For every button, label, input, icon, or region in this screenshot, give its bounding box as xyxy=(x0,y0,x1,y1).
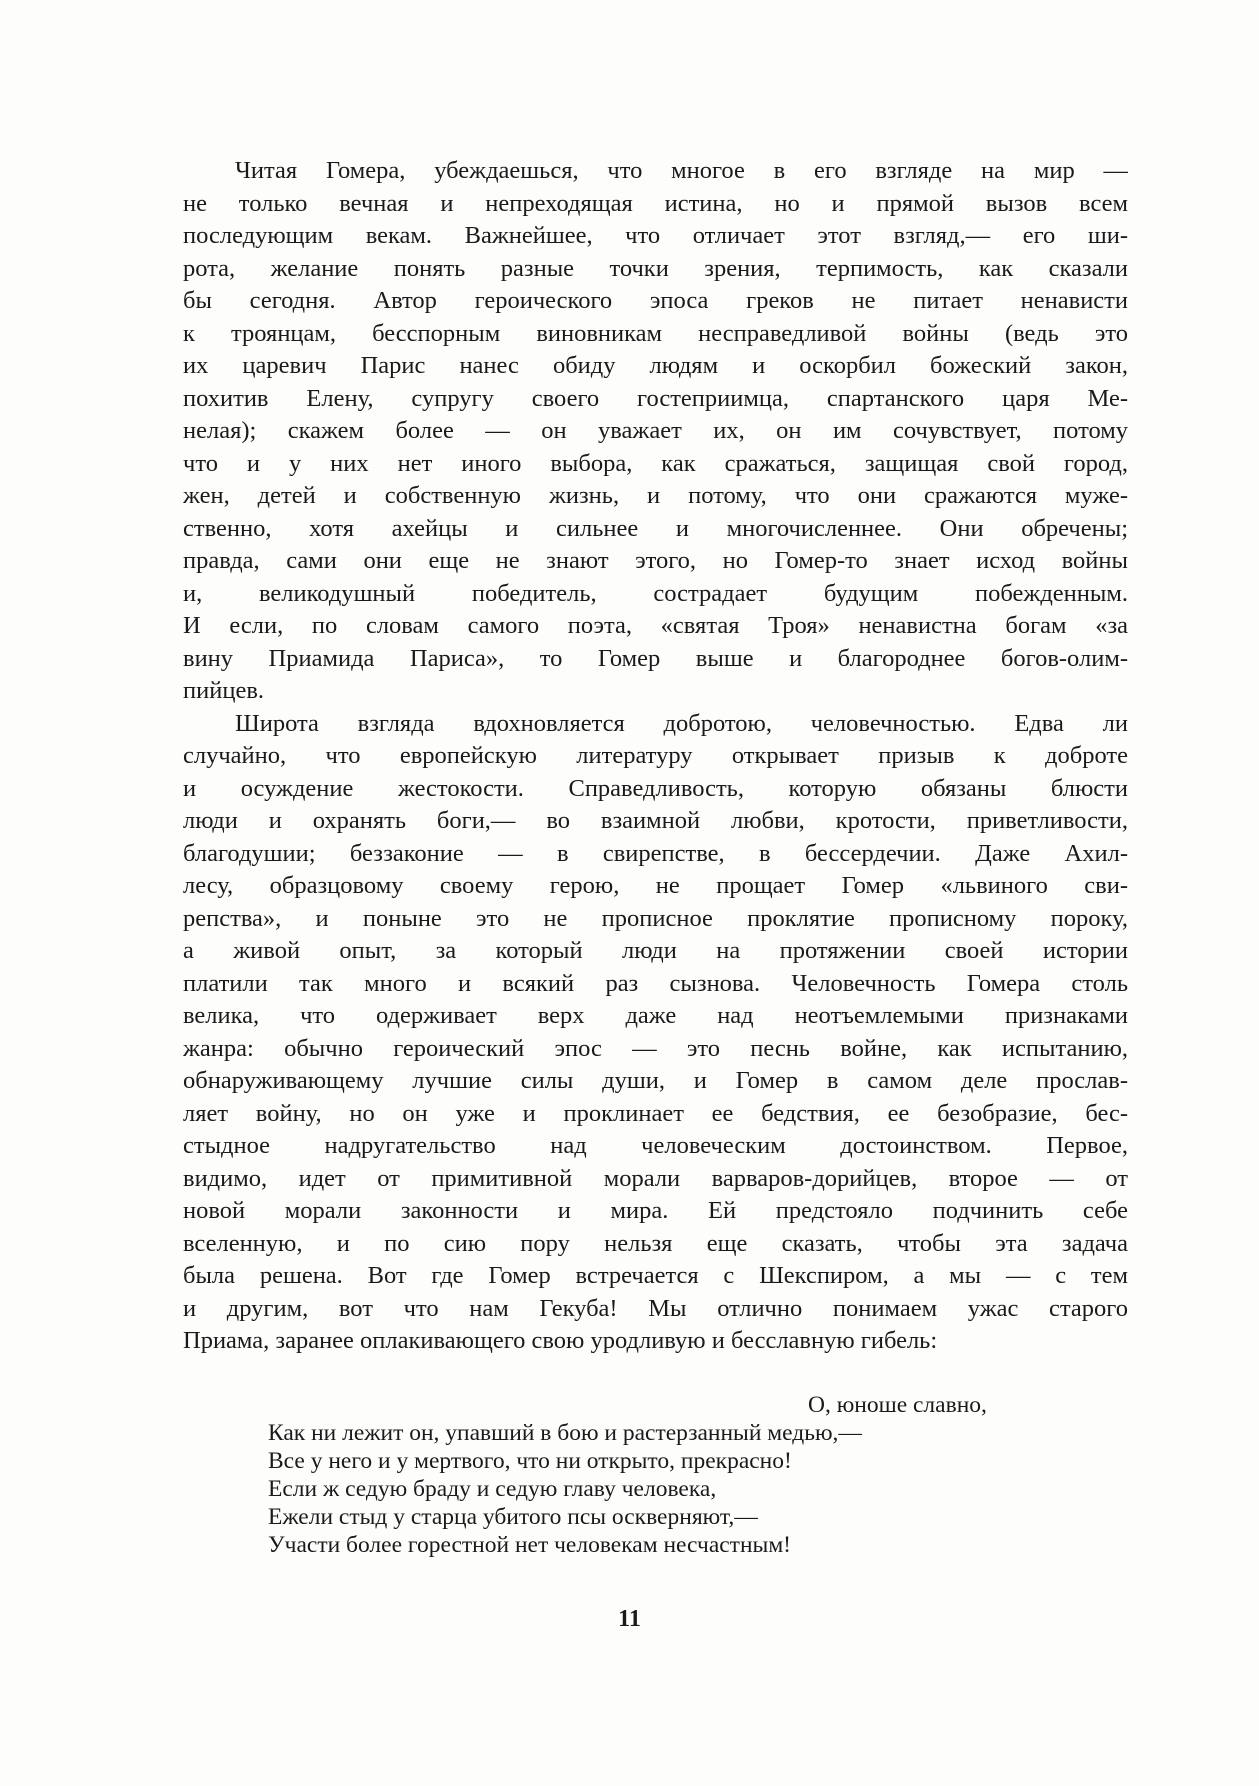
verse-line: Участи более горестной нет человекам несчастным! xyxy=(268,1532,792,1558)
text-line: что и у них нет иного выбора, как сражаться, защищая свой город, xyxy=(183,449,1128,477)
text-line: велика, что одерживает верх даже над неотъемлемыми признаками xyxy=(183,1002,1128,1029)
text-line: и осуждение жестокости. Справедливость, которую обязаны блюсти xyxy=(183,774,1128,802)
text-line: их царевич Парис нанес обиду людям и оскорбил божеский закон, xyxy=(183,352,1128,379)
text-line: и другим, вот что нам Гекуба! Мы отлично понимаем ужас старого xyxy=(183,1294,1128,1322)
text-line: Широта взгляда вдохновляется добротою, человечностью. Едва ли xyxy=(235,709,1128,737)
text-line: жанра: обычно героический эпос — это песнь войне, как испытанию, xyxy=(183,1034,1128,1062)
text-line: нелая); скажем более — он уважает их, он им сочувствует, потому xyxy=(183,417,1128,444)
verse-line: О, юноше славно, xyxy=(808,1392,987,1418)
text-line: ственно, хотя ахейцы и сильнее и многочисленнее. Они обречены; xyxy=(183,514,1128,542)
text-line: вселенную, и по сию пору нельзя еще сказать, чтобы эта задача xyxy=(183,1229,1128,1257)
text-line: пийцев. xyxy=(183,677,265,704)
verse-line: Ежели стыд у старца убитого псы оскверняют,— xyxy=(268,1504,758,1530)
text-line: люди и охранять боги,— во взаимной любви, кротости, приветливости, xyxy=(183,807,1128,834)
text-line: лесу, образцовому своему герою, не прощает Гомер «львиного сви- xyxy=(183,872,1128,899)
text-line: репства», и поныне это не прописное проклятие прописному пороку, xyxy=(183,904,1128,932)
text-line: бы сегодня. Автор героического эпоса греков не питает ненависти xyxy=(183,287,1128,314)
text-line: и, великодушный победитель, сострадает будущим побежденным. xyxy=(183,579,1128,607)
text-line: ляет войну, но он уже и проклинает ее бедствия, ее безобразие, бес- xyxy=(183,1099,1128,1127)
verse-line: Как ни лежит он, упавший в бою и растерзанный медью,— xyxy=(268,1420,862,1446)
paragraph-2 xyxy=(183,708,1128,1358)
body-text xyxy=(183,155,1128,1358)
text-line: Приама, заранее оплакивающего свою уродливую и бесславную гибель: xyxy=(183,1327,938,1354)
text-line: жен, детей и собственную жизнь, и потому, что они сражаются муже- xyxy=(183,482,1128,509)
paragraph-1 xyxy=(183,155,1128,708)
text-line: была решена. Вот где Гомер встречается с Шекспиром, а мы — с тем xyxy=(183,1262,1128,1289)
text-line: видимо, идет от примитивной морали варваров-дорийцев, второе — от xyxy=(183,1164,1128,1192)
text-line: к троянцам, бесспорным виновникам несправедливой войны (ведь это xyxy=(183,319,1128,347)
text-line: не только вечная и непреходящая истина, но и прямой вызов всем xyxy=(183,189,1128,217)
verse-quote xyxy=(268,1391,1068,1559)
page-number: 11 xyxy=(618,1606,641,1632)
text-line: И если, по словам самого поэта, «святая Троя» ненавистна богам «за xyxy=(183,612,1128,639)
text-line: а живой опыт, за который люди на протяжении своей истории xyxy=(183,937,1128,964)
text-line: благодушии; беззаконие — в свирепстве, в бессердечии. Даже Ахил- xyxy=(183,839,1128,867)
text-line: обнаруживающему лучшие силы души, и Гомер в самом деле прослав- xyxy=(183,1067,1128,1094)
verse-line: Если ж седую браду и седую главу человека, xyxy=(268,1476,717,1502)
text-line: платили так много и всякий раз сызнова. Человечность Гомера столь xyxy=(183,969,1128,997)
text-line: случайно, что европейскую литературу открывает призыв к доброте xyxy=(183,742,1128,769)
text-line: Читая Гомера, убеждаешься, что многое в его взгляде на мир — xyxy=(235,157,1128,184)
text-line: вину Приамида Париса», то Гомер выше и благороднее богов-олим- xyxy=(183,644,1128,672)
text-line: последующим векам. Важнейшее, что отличает этот взгляд,— его ши- xyxy=(183,222,1128,249)
text-line: правда, сами они еще не знают этого, но Гомер-то знает исход войны xyxy=(183,547,1128,574)
text-line: стыдное надругательство над человеческим достоинством. Первое, xyxy=(183,1132,1128,1159)
verse-line: Все у него и у мертвого, что ни открыто, прекрасно! xyxy=(268,1448,792,1474)
text-line: рота, желание понять разные точки зрения, терпимость, как сказали xyxy=(183,254,1128,282)
text-line: новой морали законности и мира. Ей предстояло подчинить себе xyxy=(183,1197,1128,1224)
text-line: похитив Елену, супругу своего гостеприимца, спартанского царя Ме- xyxy=(183,384,1128,412)
